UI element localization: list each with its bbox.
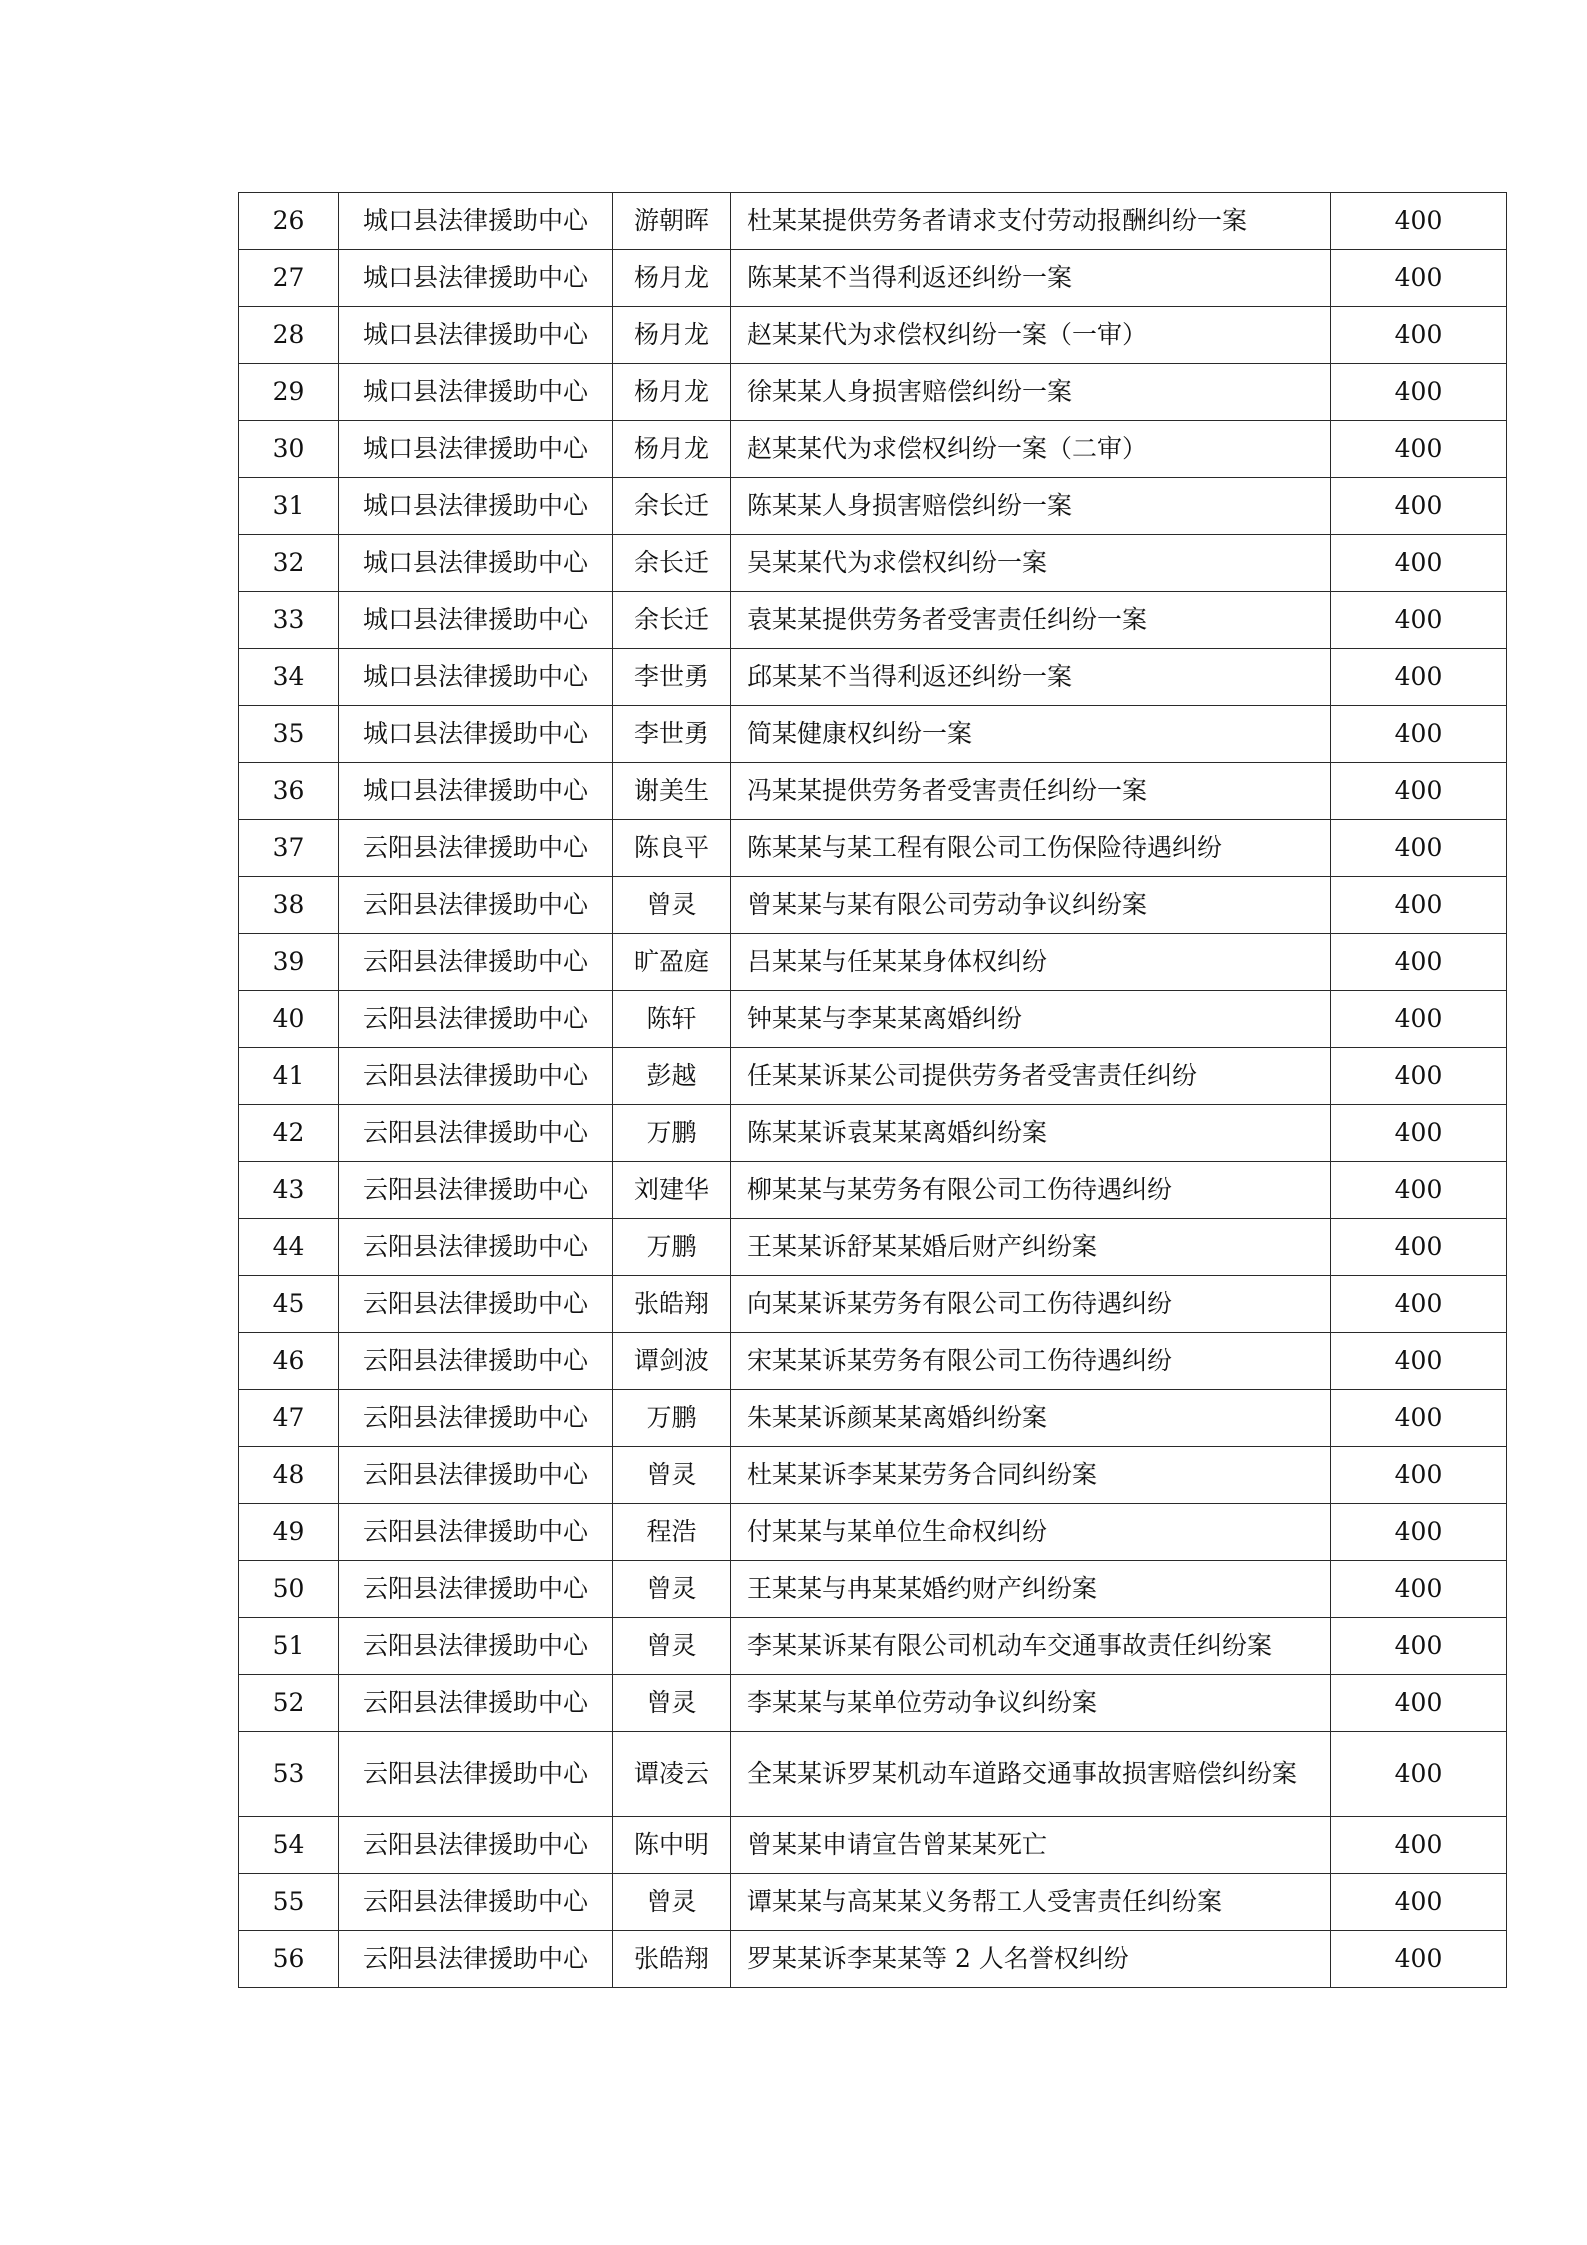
case-description-cell: 徐某某人身损害赔偿纠纷一案 (731, 364, 1331, 421)
table-body (239, 193, 1507, 1988)
case-number-cell: 50 (239, 1561, 339, 1618)
organization-cell: 云阳县法律援助中心 (339, 1675, 613, 1732)
case-number-cell: 28 (239, 307, 339, 364)
case-description-cell: 李某某诉某有限公司机动车交通事故责任纠纷案 (731, 1618, 1331, 1675)
table-row (239, 250, 1507, 307)
subsidy-amount-cell: 400 (1331, 193, 1507, 250)
subsidy-amount-cell: 400 (1331, 877, 1507, 934)
table-row (239, 421, 1507, 478)
lawyer-name-cell: 万鹏 (613, 1219, 731, 1276)
lawyer-name-cell: 余长迁 (613, 592, 731, 649)
case-number-cell: 54 (239, 1817, 339, 1874)
table-row (239, 1162, 1507, 1219)
subsidy-amount-cell: 400 (1331, 1618, 1507, 1675)
organization-cell: 云阳县法律援助中心 (339, 991, 613, 1048)
lawyer-name-cell: 游朝晖 (613, 193, 731, 250)
subsidy-amount-cell: 400 (1331, 1048, 1507, 1105)
organization-cell: 云阳县法律援助中心 (339, 1618, 613, 1675)
subsidy-amount-cell: 400 (1331, 364, 1507, 421)
subsidy-amount-cell: 400 (1331, 535, 1507, 592)
case-number-cell: 27 (239, 250, 339, 307)
case-description-cell: 宋某某诉某劳务有限公司工伤待遇纠纷 (731, 1333, 1331, 1390)
organization-cell: 城口县法律援助中心 (339, 421, 613, 478)
lawyer-name-cell: 余长迁 (613, 478, 731, 535)
subsidy-amount-cell: 400 (1331, 1390, 1507, 1447)
lawyer-name-cell: 曾灵 (613, 1447, 731, 1504)
lawyer-name-cell: 刘建华 (613, 1162, 731, 1219)
organization-cell: 云阳县法律援助中心 (339, 877, 613, 934)
organization-cell: 云阳县法律援助中心 (339, 1390, 613, 1447)
organization-cell: 云阳县法律援助中心 (339, 1276, 613, 1333)
subsidy-amount-cell: 400 (1331, 1675, 1507, 1732)
case-description-cell: 钟某某与李某某离婚纠纷 (731, 991, 1331, 1048)
organization-cell: 城口县法律援助中心 (339, 592, 613, 649)
lawyer-name-cell: 杨月龙 (613, 421, 731, 478)
table-row (239, 1931, 1507, 1988)
case-number-cell: 56 (239, 1931, 339, 1988)
table-row (239, 877, 1507, 934)
case-description-cell: 吕某某与任某某身体权纠纷 (731, 934, 1331, 991)
lawyer-name-cell: 陈中明 (613, 1817, 731, 1874)
case-description-cell: 李某某与某单位劳动争议纠纷案 (731, 1675, 1331, 1732)
case-description-cell: 王某某与冉某某婚约财产纠纷案 (731, 1561, 1331, 1618)
table-row (239, 1675, 1507, 1732)
table-row (239, 934, 1507, 991)
case-description-cell: 谭某某与高某某义务帮工人受害责任纠纷案 (731, 1874, 1331, 1931)
case-number-cell: 43 (239, 1162, 339, 1219)
case-description-cell: 陈某某不当得利返还纠纷一案 (731, 250, 1331, 307)
case-number-cell: 47 (239, 1390, 339, 1447)
subsidy-amount-cell: 400 (1331, 649, 1507, 706)
organization-cell: 云阳县法律援助中心 (339, 820, 613, 877)
case-description-cell: 王某某诉舒某某婚后财产纠纷案 (731, 1219, 1331, 1276)
lawyer-name-cell: 杨月龙 (613, 307, 731, 364)
case-number-cell: 29 (239, 364, 339, 421)
subsidy-amount-cell: 400 (1331, 820, 1507, 877)
case-description-cell: 付某某与某单位生命权纠纷 (731, 1504, 1331, 1561)
lawyer-name-cell: 谭剑波 (613, 1333, 731, 1390)
case-number-cell: 33 (239, 592, 339, 649)
lawyer-name-cell: 旷盈庭 (613, 934, 731, 991)
table-row (239, 592, 1507, 649)
case-description-cell: 赵某某代为求偿权纠纷一案（二审） (731, 421, 1331, 478)
lawyer-name-cell: 曾灵 (613, 877, 731, 934)
subsidy-amount-cell: 400 (1331, 1447, 1507, 1504)
organization-cell: 云阳县法律援助中心 (339, 934, 613, 991)
table-row (239, 991, 1507, 1048)
subsidy-amount-cell: 400 (1331, 1561, 1507, 1618)
subsidy-amount-cell: 400 (1331, 1162, 1507, 1219)
case-number-cell: 34 (239, 649, 339, 706)
lawyer-name-cell: 杨月龙 (613, 364, 731, 421)
case-description-cell: 冯某某提供劳务者受害责任纠纷一案 (731, 763, 1331, 820)
case-number-cell: 31 (239, 478, 339, 535)
subsidy-amount-cell: 400 (1331, 250, 1507, 307)
subsidy-amount-cell: 400 (1331, 1333, 1507, 1390)
organization-cell: 云阳县法律援助中心 (339, 1504, 613, 1561)
case-number-cell: 37 (239, 820, 339, 877)
lawyer-name-cell: 曾灵 (613, 1874, 731, 1931)
subsidy-amount-cell: 400 (1331, 1504, 1507, 1561)
case-number-cell: 40 (239, 991, 339, 1048)
case-description-cell: 柳某某与某劳务有限公司工伤待遇纠纷 (731, 1162, 1331, 1219)
case-number-cell: 35 (239, 706, 339, 763)
organization-cell: 城口县法律援助中心 (339, 307, 613, 364)
case-number-cell: 51 (239, 1618, 339, 1675)
case-description-cell: 杜某某提供劳务者请求支付劳动报酬纠纷一案 (731, 193, 1331, 250)
table-row (239, 1276, 1507, 1333)
table-row (239, 1732, 1507, 1817)
subsidy-amount-cell: 400 (1331, 1105, 1507, 1162)
lawyer-name-cell: 万鹏 (613, 1105, 731, 1162)
case-description-cell: 任某某诉某公司提供劳务者受害责任纠纷 (731, 1048, 1331, 1105)
lawyer-name-cell: 曾灵 (613, 1618, 731, 1675)
subsidy-amount-cell: 400 (1331, 307, 1507, 364)
subsidy-amount-cell: 400 (1331, 1276, 1507, 1333)
case-number-cell: 26 (239, 193, 339, 250)
organization-cell: 城口县法律援助中心 (339, 535, 613, 592)
organization-cell: 云阳县法律援助中心 (339, 1874, 613, 1931)
case-description-cell: 陈某某与某工程有限公司工伤保险待遇纠纷 (731, 820, 1331, 877)
case-number-cell: 55 (239, 1874, 339, 1931)
organization-cell: 云阳县法律援助中心 (339, 1105, 613, 1162)
organization-cell: 城口县法律援助中心 (339, 193, 613, 250)
case-number-cell: 49 (239, 1504, 339, 1561)
case-number-cell: 48 (239, 1447, 339, 1504)
case-number-cell: 44 (239, 1219, 339, 1276)
subsidy-amount-cell: 400 (1331, 706, 1507, 763)
case-description-cell: 陈某某诉袁某某离婚纠纷案 (731, 1105, 1331, 1162)
case-description-cell: 杜某某诉李某某劳务合同纠纷案 (731, 1447, 1331, 1504)
case-description-cell: 袁某某提供劳务者受害责任纠纷一案 (731, 592, 1331, 649)
lawyer-name-cell: 万鹏 (613, 1390, 731, 1447)
subsidy-amount-cell: 400 (1331, 991, 1507, 1048)
table-row (239, 1561, 1507, 1618)
case-number-cell: 30 (239, 421, 339, 478)
table-row (239, 649, 1507, 706)
table-row (239, 535, 1507, 592)
lawyer-name-cell: 陈良平 (613, 820, 731, 877)
case-description-cell: 朱某某诉颜某某离婚纠纷案 (731, 1390, 1331, 1447)
subsidy-amount-cell: 400 (1331, 763, 1507, 820)
organization-cell: 云阳县法律援助中心 (339, 1048, 613, 1105)
case-description-cell: 邱某某不当得利返还纠纷一案 (731, 649, 1331, 706)
case-number-cell: 46 (239, 1333, 339, 1390)
table-row (239, 1105, 1507, 1162)
case-number-cell: 36 (239, 763, 339, 820)
table-row (239, 193, 1507, 250)
lawyer-name-cell: 李世勇 (613, 649, 731, 706)
lawyer-name-cell: 李世勇 (613, 706, 731, 763)
case-description-cell: 简某健康权纠纷一案 (731, 706, 1331, 763)
organization-cell: 云阳县法律援助中心 (339, 1219, 613, 1276)
case-number-cell: 53 (239, 1732, 339, 1817)
case-number-cell: 52 (239, 1675, 339, 1732)
organization-cell: 云阳县法律援助中心 (339, 1931, 613, 1988)
organization-cell: 云阳县法律援助中心 (339, 1732, 613, 1817)
subsidy-amount-cell: 400 (1331, 1219, 1507, 1276)
lawyer-name-cell: 谭凌云 (613, 1732, 731, 1817)
case-description-cell: 陈某某人身损害赔偿纠纷一案 (731, 478, 1331, 535)
organization-cell: 云阳县法律援助中心 (339, 1561, 613, 1618)
case-description-cell: 赵某某代为求偿权纠纷一案（一审） (731, 307, 1331, 364)
lawyer-name-cell: 余长迁 (613, 535, 731, 592)
lawyer-name-cell: 彭越 (613, 1048, 731, 1105)
organization-cell: 云阳县法律援助中心 (339, 1447, 613, 1504)
table-row (239, 1817, 1507, 1874)
case-number-cell: 32 (239, 535, 339, 592)
subsidy-amount-cell: 400 (1331, 592, 1507, 649)
table-row (239, 1618, 1507, 1675)
organization-cell: 城口县法律援助中心 (339, 706, 613, 763)
subsidy-amount-cell: 400 (1331, 934, 1507, 991)
table-row (239, 820, 1507, 877)
organization-cell: 云阳县法律援助中心 (339, 1333, 613, 1390)
case-description-cell: 曾某某与某有限公司劳动争议纠纷案 (731, 877, 1331, 934)
case-description-cell: 吴某某代为求偿权纠纷一案 (731, 535, 1331, 592)
table-row (239, 478, 1507, 535)
lawyer-name-cell: 张皓翔 (613, 1276, 731, 1333)
subsidy-amount-cell: 400 (1331, 1874, 1507, 1931)
lawyer-name-cell: 杨月龙 (613, 250, 731, 307)
table-row (239, 364, 1507, 421)
case-number-cell: 45 (239, 1276, 339, 1333)
organization-cell: 城口县法律援助中心 (339, 364, 613, 421)
subsidy-amount-cell: 400 (1331, 478, 1507, 535)
case-description-cell: 全某某诉罗某机动车道路交通事故损害赔偿纠纷案 (731, 1732, 1331, 1817)
case-number-cell: 39 (239, 934, 339, 991)
table-row (239, 1219, 1507, 1276)
subsidy-amount-cell: 400 (1331, 1817, 1507, 1874)
table-row (239, 1048, 1507, 1105)
table-row (239, 307, 1507, 364)
lawyer-name-cell: 张皓翔 (613, 1931, 731, 1988)
table-row (239, 1390, 1507, 1447)
lawyer-name-cell: 谢美生 (613, 763, 731, 820)
subsidy-amount-cell: 400 (1331, 421, 1507, 478)
legal-aid-subsidy-table (238, 192, 1507, 1988)
table-row (239, 1447, 1507, 1504)
case-number-cell: 38 (239, 877, 339, 934)
case-description-cell: 罗某某诉李某某等 2 人名誉权纠纷 (731, 1931, 1331, 1988)
organization-cell: 城口县法律援助中心 (339, 763, 613, 820)
table-row (239, 1333, 1507, 1390)
lawyer-name-cell: 曾灵 (613, 1561, 731, 1618)
organization-cell: 城口县法律援助中心 (339, 250, 613, 307)
case-description-cell: 曾某某申请宣告曾某某死亡 (731, 1817, 1331, 1874)
table-row (239, 1874, 1507, 1931)
lawyer-name-cell: 陈轩 (613, 991, 731, 1048)
table-row (239, 1504, 1507, 1561)
organization-cell: 城口县法律援助中心 (339, 478, 613, 535)
case-description-cell: 向某某诉某劳务有限公司工伤待遇纠纷 (731, 1276, 1331, 1333)
case-number-cell: 42 (239, 1105, 339, 1162)
subsidy-amount-cell: 400 (1331, 1931, 1507, 1988)
table-row (239, 763, 1507, 820)
lawyer-name-cell: 程浩 (613, 1504, 731, 1561)
table-row (239, 706, 1507, 763)
organization-cell: 云阳县法律援助中心 (339, 1162, 613, 1219)
subsidy-amount-cell: 400 (1331, 1732, 1507, 1817)
organization-cell: 云阳县法律援助中心 (339, 1817, 613, 1874)
lawyer-name-cell: 曾灵 (613, 1675, 731, 1732)
organization-cell: 城口县法律援助中心 (339, 649, 613, 706)
case-number-cell: 41 (239, 1048, 339, 1105)
